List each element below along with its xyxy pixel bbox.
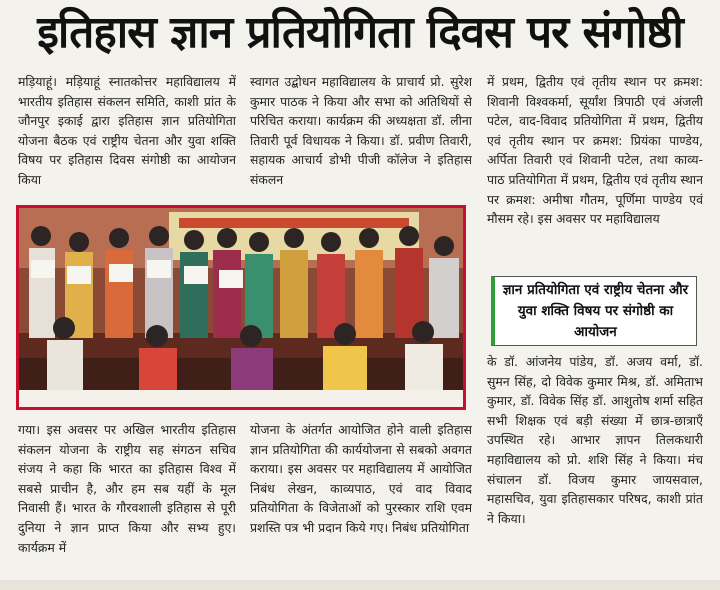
article-column-3: [487, 72, 703, 270]
article-column-2: [250, 72, 472, 202]
article-column-4: [487, 352, 703, 582]
article-paragraph: मड़ियाहूं। मड़ियाहूं स्नातकोत्तर महाविद्यालय में भारतीय इतिहास संकलन समिति, काशी प्रांत के जौनपुर इकाई द्वारा इतिहास ज्ञान प्रतियोगिता योजना बैठक एवं राष्ट्रीय चेतना और युवा शक्ति विषय पर इतिहास दिवस संगोष्ठी का आयोजन किया: [18, 74, 236, 187]
article-paragraph: गया। इस अवसर पर अखिल भारतीय इतिहास संकलन योजना के राष्ट्रीय सह संगठन सचिव संजय ने कहा कि भारत का इतिहास विश्व में सबसे प्राचीन है, और हम सब यहीं के मूल निवासी हैं। भारत के गौरवशाली इतिहास से पूरी दुनिया ने ज्ञान प्राप्त किया और सभ्य हुए। कार्यक्रम में: [18, 422, 236, 555]
article-column-5: [18, 420, 236, 580]
article-column-1: [18, 72, 236, 202]
subheading-box: ज्ञान प्रतियोगिता एवं राष्ट्रीय चेतना और युवा शक्ति विषय पर संगोष्ठी का आयोजन: [491, 276, 697, 346]
event-photo-illustration: [19, 208, 463, 407]
article-paragraph: के डॉ. आंजनेय पांडेय, डॉ. अजय वर्मा, डॉ. सुमन सिंह, दो विवेक कुमार मिश्र, डॉ. अमिताभ कुमार, डॉ. विवेक सिंह डॉ. आशुतोष शर्मा सहित सभी शिक्षक एवं बड़ी संख्या में छात्र-छात्राएँ उपस्थित रहे। आभार ज्ञापन तिलकधारी महाविद्यालय को प्रो. शशि सिंह ने किया। मंच संचालन डॉ. विजय कुमार जायसवाल, महासचिव, युवा इतिहासकार परिषद, काशी प्रांत ने किया।: [487, 354, 703, 526]
headline: इतिहास ज्ञान प्रतियोगिता दिवस पर संगोष्ठी: [37, 7, 683, 58]
article-column-6: [250, 420, 472, 580]
article-paragraph: में प्रथम, द्वितीय एवं तृतीय स्थान पर क्रमश: शिवानी विश्वकर्मा, सूर्यांश त्रिपाठी एवं अंजली पटेल, वाद-विवाद प्रतियोगिता में प्रथम, द्वितीय एवं तृतीय स्थान पर क्रमश: प्रियंका पाण्डेय, अर्पिता तिवारी एवं शिवानी पटेल, तथा काव्य-पाठ प्रतियोगिता में प्रथम, द्वितीय एवं तृतीय स्थान पर क्रमश: अमीषा गौतम, पूर्णिमा पाण्डेय एवं मौसम रहे। इस अवसर पर महाविद्यालय: [487, 74, 703, 227]
page-bottom-edge: [0, 580, 720, 590]
event-photo: [16, 205, 466, 410]
article-paragraph: स्वागत उद्बोधन महाविद्यालय के प्राचार्य प्रो. सुरेश कुमार पाठक ने किया और सभा को अतिथियों से परिचित कराया। कार्यक्रम की अध्यक्षता डॉ. लीना तिवारी पूर्व विधायक ने किया। डॉ. प्रवीण तिवारी, सहायक आचार्य डोभी पीजी कॉलेज ने इतिहास संकलन: [250, 74, 472, 187]
article-paragraph: योजना के अंतर्गत आयोजित होने वाली इतिहास ज्ञान प्रतियोगिता की कार्ययोजना से सबको अवगत कराया। इस अवसर पर महाविद्यालय में आयोजित निबंध लेखन, काव्यपाठ, एवं वाद विवाद प्रतियोगिता के विजेताओं को पुरस्कार राशि एवम प्रशस्ति पत्र भी प्रदान किये गए। निबंध प्रतियोगिता: [250, 422, 472, 535]
